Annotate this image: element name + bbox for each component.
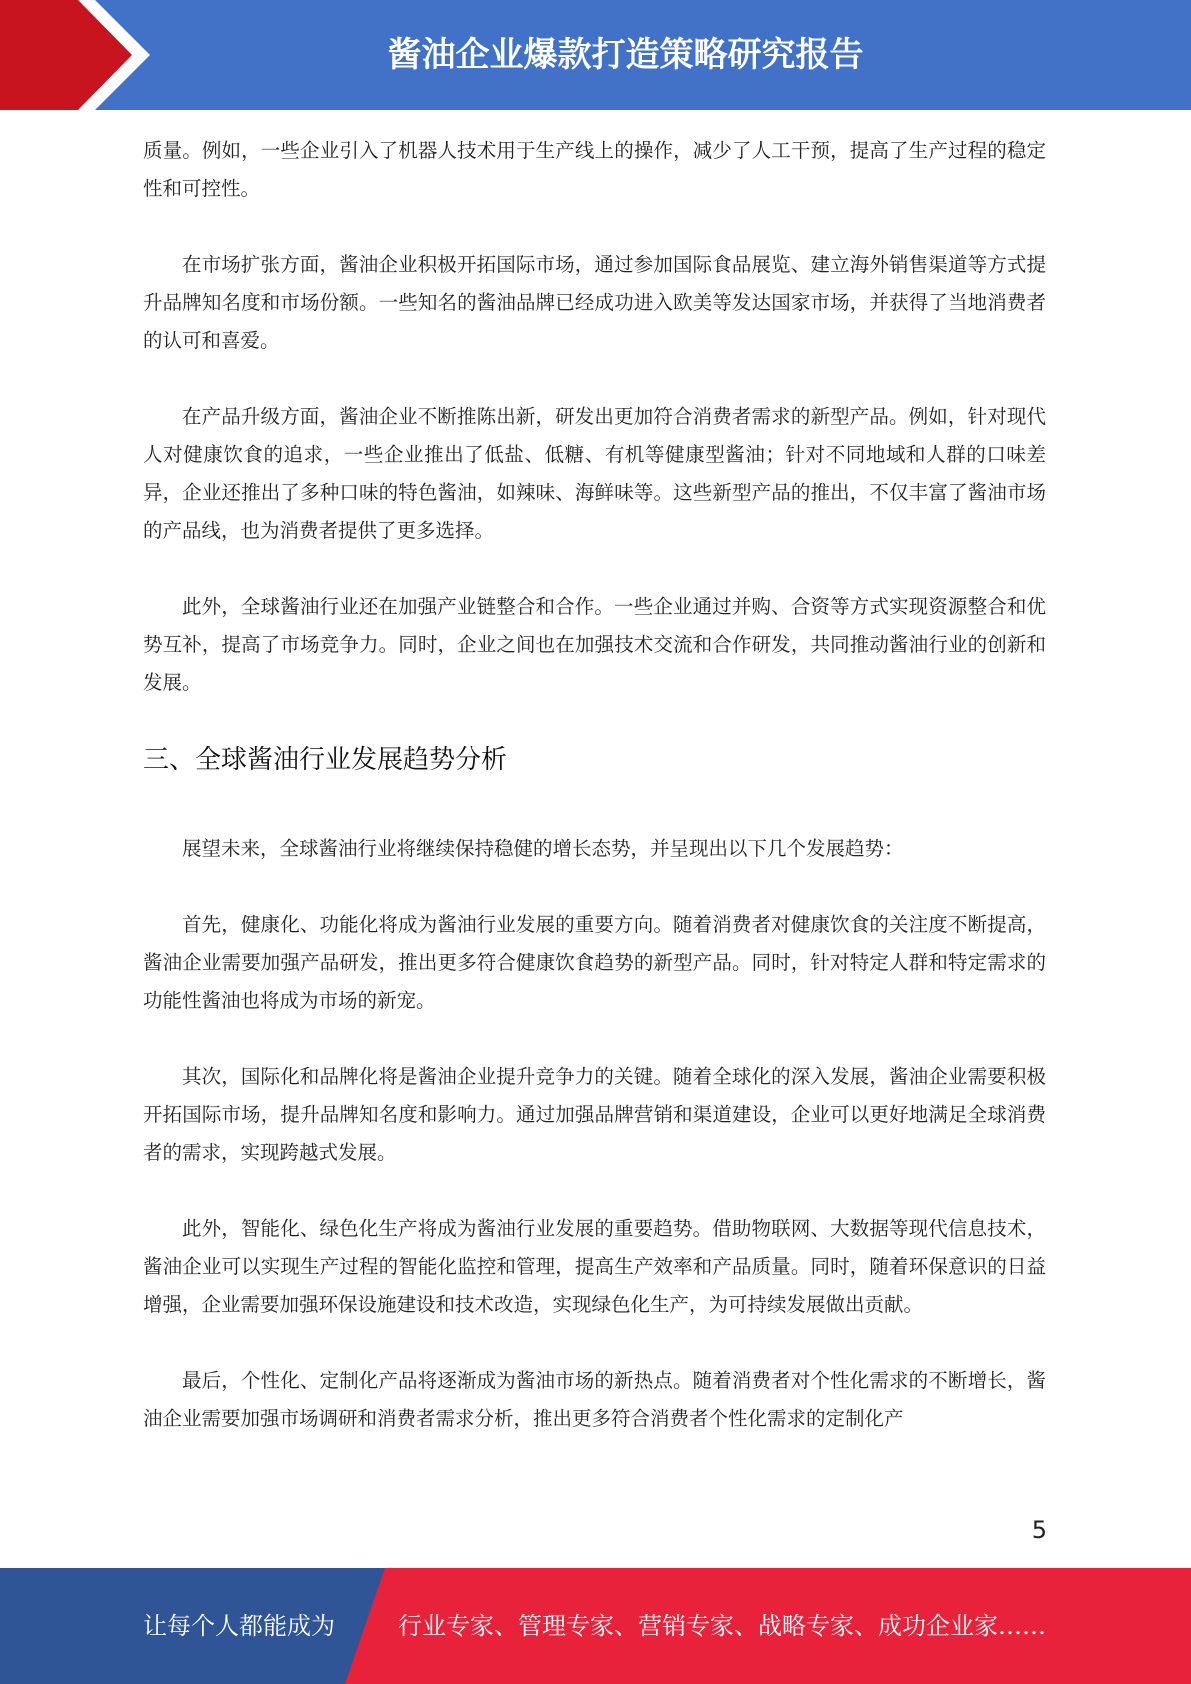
page-footer (0, 1568, 1191, 1684)
paragraph: 此外，全球酱油行业还在加强产业链整合和合作。一些企业通过并购、合资等方式实现资源整合和优势互补，提高了市场竞争力。同时，企业之间也在加强技术交流和合作研发，共同推动酱油行业的创新和发展。 (143, 595, 1046, 694)
page-number: 5 (1031, 1516, 1047, 1544)
footer-slogan-left: 让每个人都能成为 (143, 1612, 335, 1640)
paragraph: 展望未来，全球酱油行业将继续保持稳健的增长态势，并呈现出以下几个发展趋势： (182, 837, 904, 860)
footer-slogan-right: 行业专家、管理专家、营销专家、战略专家、成功企业家…… (398, 1612, 1046, 1640)
paragraph: 其次，国际化和品牌化将是酱油企业提升竞争力的关键。随着全球化的深入发展，酱油企业需要积极开拓国际市场，提升品牌知名度和影响力。通过加强品牌营销和渠道建设，企业可以更好地满足全球消费者的需求，实现跨越式发展。 (143, 1065, 1046, 1164)
paragraph: 此外，智能化、绿色化生产将成为酱油行业发展的重要趋势。借助物联网、大数据等现代信息技术，酱油企业可以实现生产过程的智能化监控和管理，提高生产效率和产品质量。同时，随着环保意识的日益增强，企业需要加强环保设施建设和技术改造，实现绿色化生产，为可持续发展做出贡献。 (143, 1217, 1046, 1316)
document-body (143, 132, 1046, 1476)
paragraph: 最后，个性化、定制化产品将逐渐成为酱油市场的新热点。随着消费者对个性化需求的不断增长，酱油企业需要加强市场调研和消费者需求分析，推出更多符合消费者个性化需求的定制化产 (143, 1369, 1046, 1430)
paragraph: 在市场扩张方面，酱油企业积极开拓国际市场，通过参加国际食品展览、建立海外销售渠道等方式提升品牌知名度和市场份额。一些知名的酱油品牌已经成功进入欧美等发达国家市场，并获得了当地消费者的认可和喜爱。 (143, 253, 1046, 352)
paragraph: 在产品升级方面，酱油企业不断推陈出新，研发出更加符合消费者需求的新型产品。例如，针对现代人对健康饮食的追求，一些企业推出了低盐、低糖、有机等健康型酱油；针对不同地域和人群的口味差异，企业还推出了多种口味的特色酱油，如辣味、海鲜味等。这些新型产品的推出，不仅丰富了酱油市场的产品线，也为消费者提供了更多选择。 (143, 405, 1046, 542)
header-chevron-decoration (0, 0, 150, 110)
paragraph: 质量。例如，一些企业引入了机器人技术用于生产线上的操作，减少了人工干预，提高了生产过程的稳定性和可控性。 (143, 139, 1046, 200)
paragraph: 首先，健康化、功能化将成为酱油行业发展的重要方向。随着消费者对健康饮食的关注度不断提高，酱油企业需要加强产品研发，推出更多符合健康饮食趋势的新型产品。同时，针对特定人群和特定需求的功能性酱油也将成为市场的新宠。 (143, 913, 1046, 1012)
section-heading: 三、全球酱油行业发展趋势分析 (143, 745, 508, 775)
page-header (0, 0, 1191, 110)
report-title: 酱油企业爆款打造策略研究报告 (387, 35, 864, 75)
